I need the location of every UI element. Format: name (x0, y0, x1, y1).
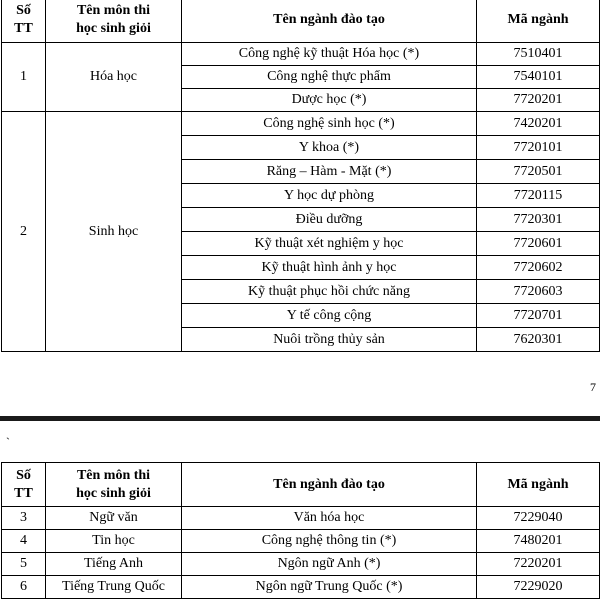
major-cell: Kỹ thuật xét nghiệm y học (182, 232, 477, 256)
code-cell: 7220201 (477, 553, 600, 576)
code-cell: 7720701 (477, 304, 600, 328)
major-cell: Văn hóa học (182, 507, 477, 530)
page-number: 7 (590, 380, 596, 394)
stt-cell: 3 (2, 507, 46, 530)
majors-table-top (1, 0, 600, 352)
header-subject (46, 0, 182, 43)
header-stt-line1: Số (16, 468, 31, 483)
subject-cell: Hóa học (46, 43, 182, 112)
code-cell: 7720603 (477, 280, 600, 304)
header-code: Mã ngành (477, 0, 600, 43)
major-cell: Nuôi trồng thủy sản (182, 328, 477, 352)
header-major: Tên ngành đào tạo (182, 0, 477, 43)
table-row (2, 553, 600, 576)
header-row (2, 463, 600, 507)
code-cell: 7620301 (477, 328, 600, 352)
major-cell: Công nghệ sinh học (*) (182, 112, 477, 136)
code-cell: 7420201 (477, 112, 600, 136)
subject-cell: Tin học (46, 530, 182, 553)
subject-cell: Ngữ văn (46, 507, 182, 530)
header-subject (46, 463, 182, 507)
table-row (2, 530, 600, 553)
major-cell: Răng – Hàm - Mặt (*) (182, 160, 477, 184)
major-cell: Ngôn ngữ Anh (*) (182, 553, 477, 576)
code-cell: 7720501 (477, 160, 600, 184)
code-cell: 7229040 (477, 507, 600, 530)
major-cell: Công nghệ thông tin (*) (182, 530, 477, 553)
stt-cell: 1 (2, 43, 46, 112)
code-cell: 7720101 (477, 136, 600, 160)
code-cell: 7480201 (477, 530, 600, 553)
header-code: Mã ngành (477, 463, 600, 507)
header-stt-line2: TT (14, 20, 33, 36)
major-cell: Dược học (*) (182, 89, 477, 112)
page-break-divider (0, 416, 600, 421)
major-cell: Ngôn ngữ Trung Quốc (*) (182, 576, 477, 599)
code-cell: 7510401 (477, 43, 600, 66)
table-row (2, 507, 600, 530)
major-cell: Y khoa (*) (182, 136, 477, 160)
header-subject-line2: học sinh giỏi (76, 485, 151, 501)
code-cell: 7720301 (477, 208, 600, 232)
major-cell: Y học dự phòng (182, 184, 477, 208)
table-row (2, 576, 600, 599)
code-cell: 7720602 (477, 256, 600, 280)
header-row (2, 0, 600, 43)
major-cell: Điều dưỡng (182, 208, 477, 232)
header-subject-line1: Tên môn thi (76, 468, 151, 483)
header-major: Tên ngành đào tạo (182, 463, 477, 507)
major-cell: Công nghệ thực phẩm (182, 66, 477, 89)
subject-cell: Sinh học (46, 112, 182, 352)
header-stt-line1: Số (16, 3, 31, 18)
code-cell: 7540101 (477, 66, 600, 89)
stt-cell: 6 (2, 576, 46, 599)
stray-mark: ` (6, 435, 10, 449)
table-row (2, 43, 600, 66)
code-cell: 7720201 (477, 89, 600, 112)
header-subject-line1: Tên môn thi (76, 3, 151, 18)
table-row (2, 112, 600, 136)
subject-cell: Tiếng Trung Quốc (46, 576, 182, 599)
code-cell: 7720115 (477, 184, 600, 208)
stt-cell: 4 (2, 530, 46, 553)
code-cell: 7720601 (477, 232, 600, 256)
header-subject-line2: học sinh giỏi (76, 20, 151, 36)
major-cell: Y tế công cộng (182, 304, 477, 328)
major-cell: Kỹ thuật hình ảnh y học (182, 256, 477, 280)
subject-cell: Tiếng Anh (46, 553, 182, 576)
stt-cell: 5 (2, 553, 46, 576)
majors-table-bottom (1, 462, 600, 599)
major-cell: Kỹ thuật phục hồi chức năng (182, 280, 477, 304)
stt-cell: 2 (2, 112, 46, 352)
header-stt-line2: TT (14, 485, 33, 501)
code-cell: 7229020 (477, 576, 600, 599)
header-stt (2, 0, 46, 43)
major-cell: Công nghệ kỹ thuật Hóa học (*) (182, 43, 477, 66)
header-stt (2, 463, 46, 507)
